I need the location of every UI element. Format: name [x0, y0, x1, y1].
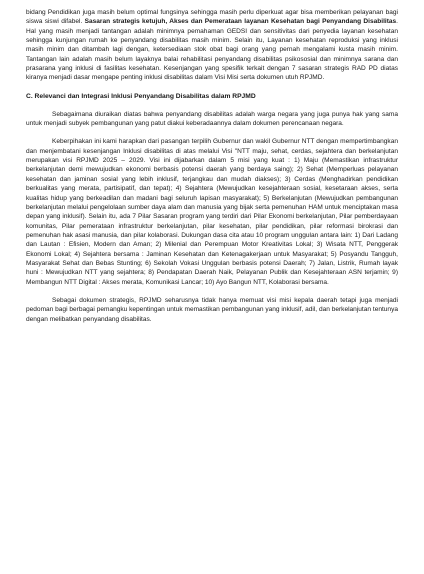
paragraph-health-target — [26, 8, 398, 83]
paragraph-text: bidang Pendidikan juga masih belum optimal fungsinya sehingga masih perlu diperkuat agar bisa memberikan pelayanan bagi siswa siswi difabel. — [26, 9, 398, 26]
paragraph-text: . Hal yang masih menjadi tantangan adalah minimnya pemahaman GEDSI dan sensitivitas dari penyedia layanan kesehatan sehingga kunjungan rumah ke penyandang disabilitas masih minim. Selain itu, Layanan kesehatan reproduksi yang inklusi masih minim dan ditambah lagi dengan, ketersediaan stok obat bagi orang yang pernah mengalami kusta masih minim. Tantangan lain adalah masih belum layaknya balai rehabilitasi penyandang disabilitas psikososial dan minimnya sarana dan prasarana yang inklusi di fasilitas kesehatan. Kesenjangan yang spesifik terkait dengan 7 sasaran strategis RAD PD diatas kiranya menjadi dasar mengape penting inklusi disabilitas dalam Visi Misi serta dokumen utuh RPJMD. — [26, 18, 398, 82]
paragraph-conclusion: Sebagai dokumen strategis, RPJMD seharusnya tidak hanya memuat visi misi kepala daerah tetapi juga menjadi pedoman bagi berbagai pemangku kepentingan untuk memastikan pembangunan yang inklusif, adil, dan berkelanjutan tentunya dengan melibatkan penyandang disabilitas. — [26, 296, 398, 323]
section-heading: C. Relevanci dan Integrasi Inklusi Penyandang Disabilitas dalam RPJMD — [26, 92, 256, 100]
paragraph-vision-mission: Keberpihakan ini kami harapkan dari pasangan terpilih Gubernur dan wakil Gubernur NTT dengan mempertimbangkan dan menjembatani kesenjangan Inklusi disabilitas di atas melalui Visi "NTT maju, sehat, cerdas, sejahtera dan berkelanjutan merupakan visi RPJMD 2025 – 2029. Visi ini dijabarkan dalam 5 misi yang kuat : 1) Maju (Memastikan infrastruktur berkelanjutan demi mewujudkan ekonomi berbasis potensi daerah yang berdaya saing); 2) Sehat (Memperluas pelayanan kesehatan dan jaminan sosial yang lebih inklusif, terjangkau dan mudah diakses); 3) Cerdas (Menghadirkan pendidikan berkualitas yang merata, partisipatif, dan tepat); 4) Sejahtera (Mewujudkan kesejahteraan sosial, kesetaraan akses, serta kualitas hidup yang berkeadilan dan madani bagi seluruh lapisan masyarakat); 5) Berkelanjutan (Mewujudkan pembangunan berkelanjutan melalui pengelolaan sumber daya alam dan manusia yang bijak serta pemenuhan HAM untuk menciptakan masa depan yang inklusif). Selain itu, ada 7 Pilar Sasaran program yang terdiri dari Pilar Ekonomi berkelanjutan, Pilar pemberdayaan komunitas, Pilar pemerataan infrastruktur berkelanjutan, pilar kesehatan, pilar pendidikan, pilar reformasi birokrasi dan pemenuhan hak asasi manusia, dan pilar kolaborasi. Dukungan dasa cita atau 10 program unggulan antara lain: 1) Dari Ladang dan Lautan : Efisien, Modern dan Aman; 2) Milenial dan Perempuan Motor Kreativitas Lokal; 3) Wisata NTT, Penggerak Ekonomi Lokal; 4) Sejahtera bersama : Jaminan Kesehatan dan Ketenagakerjaan untuk Masyarakat; 5) Posyandu Tangguh, Masyarakat Sehat dan Bebas Stunting; 6) Sekolah Vokasi Unggulan berbasis potensi Daerah; 7) Jalan, Listrik, Rumah layak huni : Mewujudkan NTT yang sejahtera; 8) Pendapatan Daerah Naik, Pelayanan Publik dan Kesejahteraan ASN terjamin; 9) Membangun NTT Digital : Akses merata, Komunikasi Lancar; 10) Ayo Bangun NTT, Kolaborasi bersama. — [26, 138, 398, 286]
bold-target-heading: Sasaran strategis ketujuh, Akses dan Pemerataan layanan Kesehatan bagi Penyandang Disabilitas — [84, 18, 397, 26]
paragraph-rights: Sebagaimana diuraikan diatas bahwa penyandang disabilitas adalah warga negara yang juga punya hak yang sama untuk menjadi subyek pembangunan yang patut diakui keberadaannya dalam dokumen perencanaan negara. — [26, 110, 398, 128]
